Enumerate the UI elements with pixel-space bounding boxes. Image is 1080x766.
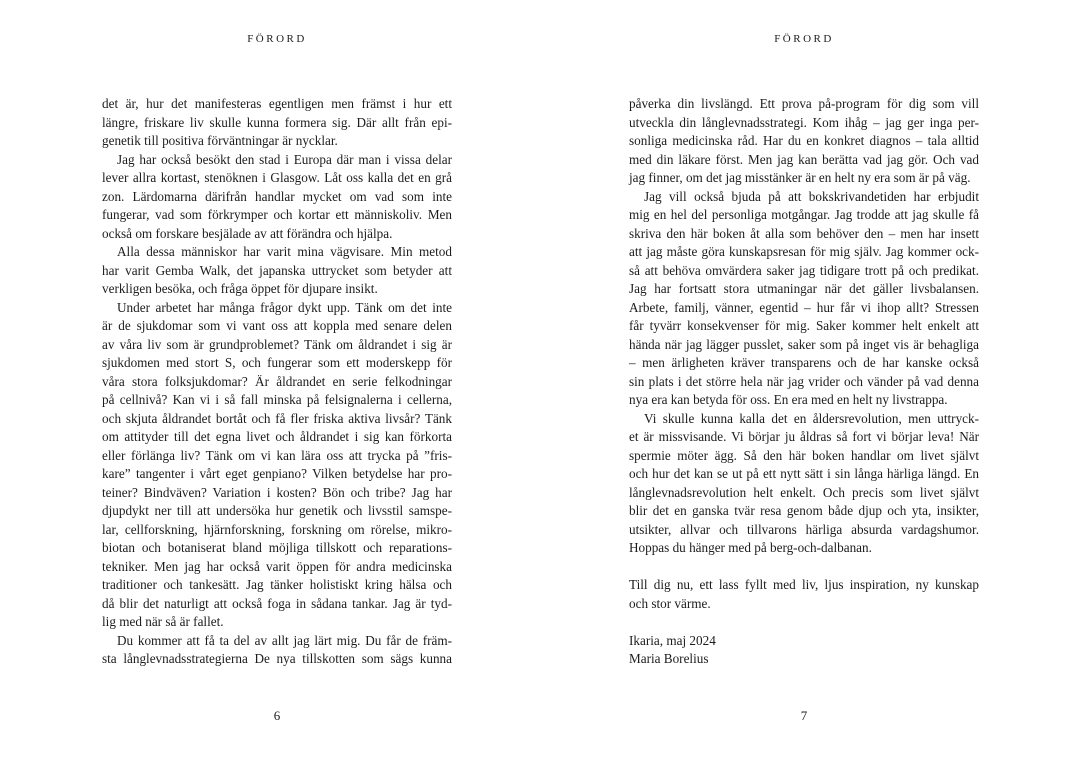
paragraph — [102, 95, 452, 151]
text-line: Under arbetet har många frågor dykt upp. Tänk om det inte — [117, 299, 452, 315]
text-line: längre, friskare liv skulle kunna formera sig. Där allt från epi- — [102, 114, 452, 130]
text-line: tekniker. Men jag har också varit öppen för andra medicinska — [102, 558, 452, 574]
text-line: spermie möter ägg. Så den här boken handlar om livet självt — [629, 447, 979, 463]
text-line: sin plats i det större hela när jag vrider och vänder på vad denna — [629, 373, 979, 389]
text-line: får tyvärr konsekvenser för mig. Saker kommer helt enkelt att — [629, 318, 979, 333]
text-line: har varit Gemba Walk, det japanska uttrycket som betyder att — [102, 262, 452, 278]
paragraph — [102, 243, 452, 299]
text-line: – men ärligheten kräver transparens och de har kanske också — [629, 355, 979, 370]
text-line: Till dig nu, ett lass fyllt med liv, ljus inspiration, ny kunskap — [629, 577, 979, 592]
text-line: Vi skulle kunna kalla det en åldersrevolution, men uttryck- — [644, 410, 979, 426]
text-line: biotan och botaniserat bland möjliga tillskott och reparations- — [102, 540, 452, 555]
text-line: genetik till positiva förväntningar är nycklar. — [102, 133, 338, 148]
text-line: sjukdomen med stort S, och fungerar som ett moderskepp för — [102, 355, 452, 370]
text-line: lever allra kortast, stenöknen i Glasgow. Låt oss kalla det en grå — [102, 170, 452, 185]
text-line: och hur det kan se ut på ett nytt sätt i sin långa härliga längd. En — [629, 466, 979, 481]
text-line: om attityder till det egna livet och åldrandet i sig kan förkorta — [102, 429, 452, 444]
text-line: teiner? Bindväven? Variation i kosten? Bön och tribe? Jag har — [102, 484, 452, 500]
text-line: lar, cellforskning, hjärnforskning, forskning om rörelse, mikro- — [102, 521, 452, 537]
paragraph — [629, 632, 979, 669]
text-line: nya era kan betyda för oss. En era med en helt ny livstrappa. — [629, 392, 948, 407]
page-number-left: 6 — [273, 708, 281, 723]
text-line: mig en hel del personliga motgångar. Jag trodde att jag skulle få — [629, 207, 979, 222]
text-line: så att behöva omvärdera saker jag tidigare trott på och predikat. — [629, 262, 979, 278]
text-line: av våra liv som är grundproblemet? Tänk om åldrandet i sig är — [102, 336, 452, 352]
text-line: lig med när så är fallet. — [102, 614, 224, 629]
body-text-right — [629, 95, 979, 669]
text-line: påverka din livslängd. Ett prova på-program för dig som vill — [629, 96, 979, 111]
text-line: Maria Borelius — [629, 651, 709, 666]
text-line: hända när jag lägger pusslet, saker som på inget vis är behagliga — [629, 336, 979, 352]
paragraph — [629, 95, 979, 188]
text-line: och skjuta åldrandet bortåt och få fler friska aktiva livsår? Tänk — [102, 410, 452, 426]
text-line: på cellnivå? Kan vi i så fall minska på felsignalerna i cellerna, — [102, 392, 452, 407]
text-line: Du kommer att få ta del av allt jag lärt mig. Du får de främ- — [117, 632, 452, 648]
text-line: Ikaria, maj 2024 — [629, 632, 716, 648]
paragraph — [629, 576, 979, 613]
text-line: et är missvisande. Vi börjar ju åldras så fort vi börjar leva! När — [629, 429, 979, 444]
text-line: zon. Lärdomarna därifrån handlar mycket om vad som inte — [102, 188, 452, 204]
text-line: utsikter, allvar och tillvarons härliga absurda vardagshumor. — [629, 521, 979, 537]
text-line: Hoppas du hänger med på berg-och-dalbanan. — [629, 540, 872, 555]
text-line: utveckla din långlevnadsstrategi. Kom ihåg – jag ger inga per- — [629, 114, 979, 130]
text-line: och stor värme. — [629, 595, 711, 611]
text-line: blir det en ganska tvär resa genom både djup och yta, insikter, — [629, 503, 979, 518]
book-page-right — [629, 0, 979, 766]
body-text-left — [102, 95, 452, 669]
text-line: Jag vill också bjuda på att bokskrivandetiden har erbjudit — [644, 188, 979, 204]
page-number-right: 7 — [800, 708, 808, 723]
paragraph — [102, 151, 452, 244]
text-line: djupdykt ner till att undersöka hur genetik och livsstil samspe- — [102, 503, 452, 518]
text-line: sta långlevnadsstrategierna De nya tillskotten som sägs kunna — [102, 651, 452, 666]
text-line: eller förlänga liv? Tänk om vi kan lära oss att trycka på ”fris- — [102, 447, 452, 463]
paragraph — [629, 188, 979, 410]
text-line: att jag måste göra kunskapsresan för mig själv. Jag kommer ock- — [629, 244, 979, 259]
paragraph — [102, 632, 452, 669]
running-head-right: FÖRORD — [774, 33, 834, 45]
text-line: är de sjukdomar som vi vant oss att koppla med senare delen — [102, 318, 452, 333]
book-page-left — [102, 0, 452, 766]
running-head-left: FÖRORD — [247, 33, 307, 45]
text-line: Jag har också besökt den stad i Europa där man i vissa delar — [117, 151, 452, 167]
text-line: också om forskare besjälade av att förändra och hjälpa. — [102, 225, 393, 241]
text-line: fungerar, vad som förkrymper och kortar ett människoliv. Men — [102, 207, 452, 222]
text-line: Arbete, familj, vänner, egentid – hur får vi ihop allt? Stressen — [629, 299, 979, 315]
text-line: då blir det naturligt att också foga in sådana tankar. Jag är tyd- — [102, 595, 452, 611]
text-line: med din läkare först. Men jag kan berätta vad jag gör. Och vad — [629, 151, 979, 167]
paragraph — [629, 410, 979, 558]
text-line: verkligen besöka, och fråga öppet för djupare insikt. — [102, 281, 378, 296]
text-line: skriva den här boken åt alla som behöver den – men har insett — [629, 225, 979, 241]
text-line: Alla dessa människor har varit mina vägvisare. Min metod — [117, 244, 452, 259]
text-line: långlevnadsrevolution helt enkelt. Och precis som livet självt — [629, 484, 979, 500]
text-line: det är, hur det manifesteras egentligen men främst i hur ett — [102, 96, 452, 111]
text-line: kare” tangenter i vårt eget genpiano? Vilken betydelse har pro- — [102, 466, 452, 481]
paragraph — [102, 299, 452, 632]
text-line: traditioner och tankesätt. Jag tänker holistiskt kring hälsa och — [102, 577, 452, 592]
text-line: jag finner, om det jag misstänker är en helt ny era som är på väg. — [629, 170, 971, 185]
text-line: sonliga medicinska råd. Har du en konkret diagnos – tala alltid — [629, 133, 979, 148]
text-line: våra stora folksjukdomar? Är åldrandet en serie felkodningar — [102, 373, 452, 389]
text-line: Jag har fortsatt stora utmaningar när det gäller livsbalansen. — [629, 281, 979, 296]
